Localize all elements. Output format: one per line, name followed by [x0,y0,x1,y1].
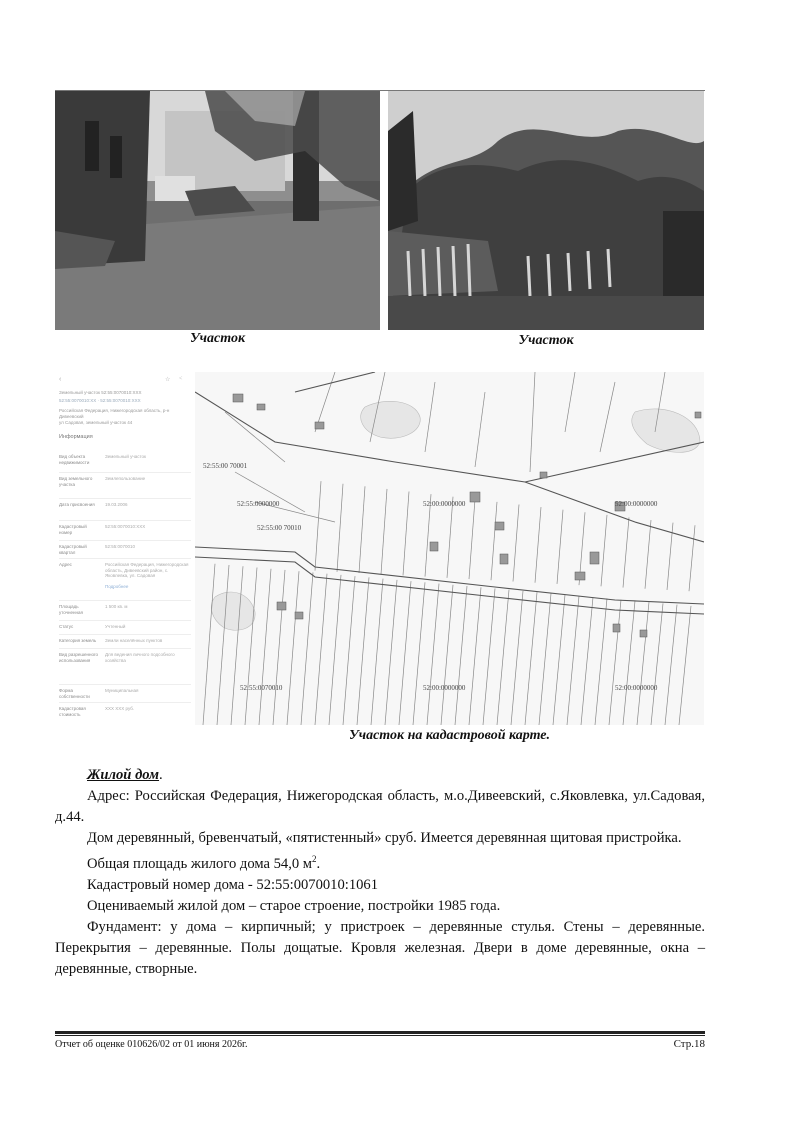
panel-separator [59,558,191,559]
map-caption: Участок на кадастровой карте. [348,728,550,743]
panel-row-key: Дата присвоения [59,502,95,507]
panel-row-key: Вид объекта недвижимости [59,454,90,465]
footer-rule-thin [55,1035,705,1036]
panel-row-value: 1 500 кв. м [105,604,128,609]
panel-row-value: Земли населённых пунктов [105,638,163,643]
panel-separator [59,648,191,649]
panel-row-value: Муниципальная [105,688,139,693]
area-text: Общая площадь жилого дома 54,0 м [87,855,313,872]
panel-separator [59,472,191,473]
panel-row-value: 52:55:0070010 [105,544,136,549]
area-paragraph [55,849,705,875]
panel-head-4: ул Садовая, земельный участок 44 [59,420,133,425]
area-unit-superscript: 2 [312,854,317,864]
building-footprint[interactable] [233,394,243,402]
panel-head-3: Российская Федерация, Нижегородская область, р-н Дивеевский [59,408,170,419]
address-paragraph: Адрес: Российская Федерация, Нижегородская область, м.о.Дивеевский, с.Яковлевка, ул.Садовая, д.44. [55,788,705,825]
building-footprint[interactable] [575,572,585,580]
footer-rule-thick [55,1031,705,1034]
panel-separator [59,520,191,521]
building-footprint[interactable] [277,602,286,610]
building-footprint[interactable] [257,404,265,410]
share-icon[interactable]: < [179,376,183,382]
cadastral-label: 52:00:0000000 [423,684,466,692]
panel-row-key: Кадастровая стоимость [59,706,86,717]
panel-section-title: Информация [59,434,93,440]
panel-row-value: 19.03.2006 [105,502,128,507]
panel-row-key: Вид земельного участка [59,476,93,487]
panel-row-key: Статус [59,624,74,629]
footer-report-title: Отчет об оценке 010626/02 от 01 июня 2026г. [55,1039,248,1050]
house-description-paragraph: Дом деревянный, бревенчатый, «пятистенный» сруб. Имеется деревянная щитовая пристройка. [87,830,682,846]
panel-row-key: Вид разрешенного использования [59,652,99,663]
panel-separator [59,634,191,635]
construction-paragraph: Фундамент: у дома – кирпичный; у пристроек – деревянные стулья. Стены – деревянные. Перекрытия – деревянные. Полы дощатые. Кровля железная. Двери в доме деревянные, окна – деревянные, створные. [55,918,705,977]
panel-row-value: XXX XXX руб. [105,706,135,711]
photo-caption-right: Участок [518,333,574,348]
building-footprint[interactable] [430,542,438,551]
section-heading-line [55,765,705,786]
section-heading-suffix: . [159,767,163,783]
panel-separator [59,498,191,499]
panel-head-2: 52:55:0070010:XX · 52:55:0070010:XXX [59,398,141,403]
panel-row-key: Форма собственности [59,688,90,699]
building-footprint[interactable] [470,492,480,502]
back-icon[interactable]: ‹ [59,376,62,383]
panel-row-key: Адрес [59,562,72,567]
panel-row-key: Категория земель [59,638,97,643]
cadastral-map[interactable] [195,372,704,725]
building-footprint[interactable] [495,522,504,530]
cadastral-info-panel [55,372,195,725]
building-age-paragraph: Оцениваемый жилой дом – старое строение, постройки 1985 года. [87,897,501,914]
panel-row-key: Кадастровый номер [59,524,87,535]
building-footprint[interactable] [315,422,324,429]
building-footprint[interactable] [640,630,647,637]
pin-icon[interactable]: ☆ [165,377,171,383]
cadastral-label: 52:00:0000000 [615,684,658,692]
cadastral-label: 52:55:00 70010 [257,524,302,532]
cadastral-label: 52:55:0070010 [240,684,283,692]
document-body [55,765,705,980]
building-footprint[interactable] [540,472,547,478]
panel-row-value: 52:55:0070010:XXX [105,524,146,529]
plot-photo-left [55,91,380,330]
cadastral-label: 52:00:0000000 [423,500,466,508]
panel-row-key: Площадь уточненная [59,604,83,615]
cadastral-number-paragraph: Кадастровый номер дома - 52:55:0070010:1061 [87,876,379,893]
panel-row-value: Для ведения личного подсобного хозяйства [105,652,175,663]
panel-row-value: Земельный участок [105,454,146,459]
cadastral-label: 52:55:0000000 [237,500,280,508]
panel-separator [59,684,191,685]
panel-separator [59,702,191,703]
panel-row-value: Российская Федерация, Нижегородская область, Дивеевский район, с. Яковлевка, ул. Садовая [105,562,189,578]
footer-page-number: Стр.18 [673,1038,705,1050]
plot-photo-right [388,91,704,330]
building-footprint[interactable] [295,612,303,619]
cadastral-label: 52:55:00 70001 [203,462,248,470]
section-heading: Жилой дом [87,767,160,783]
panel-separator [59,620,191,621]
building-footprint[interactable] [613,624,620,632]
panel-row-value: Землепользование [105,476,146,481]
panel-row-link[interactable]: Подробнее [105,584,129,589]
panel-row-key: Кадастровый квартал [59,544,87,555]
area-suffix: . [316,855,321,872]
building-footprint[interactable] [590,552,599,564]
building-footprint[interactable] [500,554,508,564]
photo-caption-left: Участок [189,331,246,346]
panel-row-value: Учтенный [105,624,126,629]
cadastral-label: 52:00:0000000 [615,500,658,508]
panel-head-1: Земельный участок 52:55:0070010:XXX [59,390,142,395]
building-footprint[interactable] [695,412,701,418]
panel-separator [59,600,191,601]
panel-separator [59,540,191,541]
